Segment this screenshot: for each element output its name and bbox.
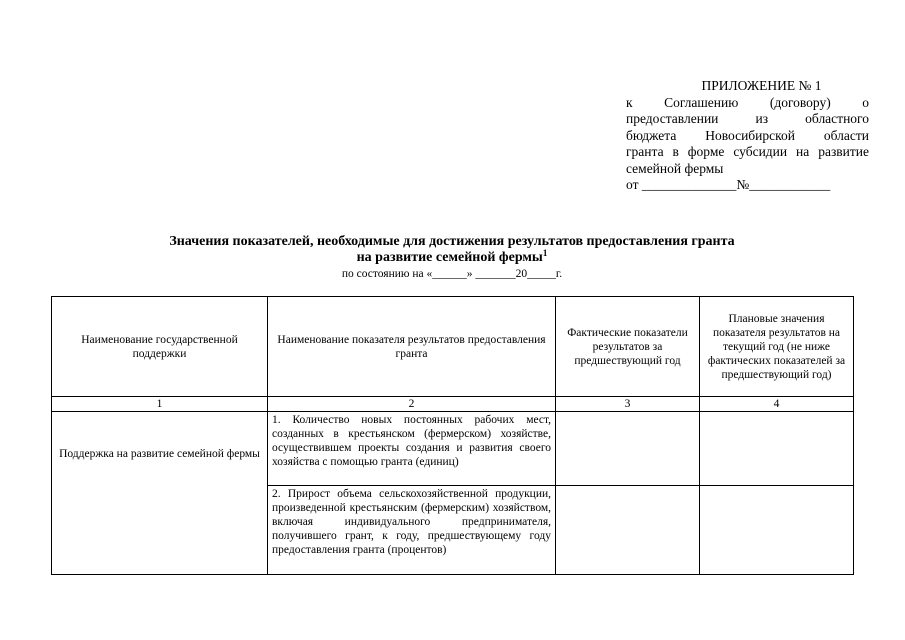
indicator-cell: 1. Количество новых постоянных рабочих мест, созданных в крестьянском (фермерском) хозяйстве, осуществившем проекты создания и развития своего хозяйства с помощью гранта (единиц) [268, 412, 556, 486]
header-cell: Наименование государственной поддержки [52, 297, 268, 397]
footnote-marker: 1 [542, 248, 548, 258]
appendix-line: семейной фермы [626, 160, 724, 176]
appendix-title: ПРИЛОЖЕНИЕ № 1 [701, 78, 822, 93]
header-cell: Фактические показатели результатов за предшествующий год [556, 297, 700, 397]
column-number: 2 [268, 397, 556, 412]
column-number: 3 [556, 397, 700, 412]
planned-value-cell[interactable] [700, 412, 854, 486]
appendix-line: к Соглашению (договору) о [626, 94, 869, 110]
appendix-date-number: от ______________№____________ [626, 177, 831, 192]
column-number: 4 [700, 397, 854, 412]
indicator-cell: 2. Прирост объема сельскохозяйственной продукции, произведенной крестьянским (фермерским) хозяйством, включая индивидуального предпринимателя, получившего грант, к году, предшествующему году предоставления гранта (процентов) [268, 486, 556, 575]
appendix-block [626, 78, 869, 194]
header-row [52, 297, 854, 397]
indicators-table [51, 296, 854, 575]
header-cell: Наименование показателя результатов предоставления гранта [268, 297, 556, 397]
document-title: Значения показателей, необходимые для достижения результатов предоставления гранта [169, 234, 735, 249]
appendix-line: гранта в форме субсидии на развитие [626, 144, 869, 159]
planned-value-cell[interactable] [700, 486, 854, 575]
title-text: на развитие семейной фермы [356, 250, 543, 265]
table-row [52, 412, 854, 486]
column-number: 1 [52, 397, 268, 412]
actual-value-cell[interactable] [556, 486, 700, 575]
header-cell: Плановые значения показателя результатов на текущий год (не ниже фактических показателей за предшествующий год) [700, 297, 854, 397]
document-title-line2 [52, 250, 852, 266]
support-name-cell: Поддержка на развитие семейной фермы [52, 412, 268, 575]
appendix-line: бюджета Новосибирской области [626, 127, 869, 143]
as-of-date: по состоянию на «______» _______20_____г. [341, 268, 563, 280]
column-number-row [52, 397, 854, 412]
actual-value-cell[interactable] [556, 412, 700, 486]
appendix-line: предоставлении из областного [626, 111, 869, 126]
